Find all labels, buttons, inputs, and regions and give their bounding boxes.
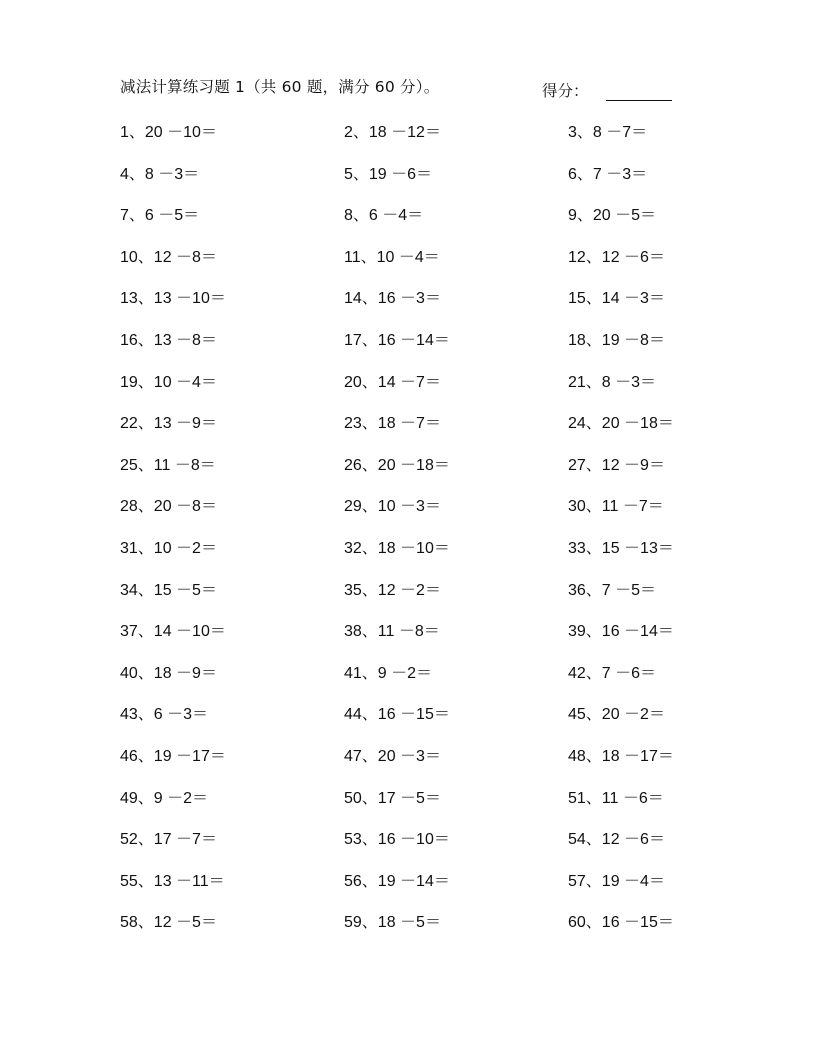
problem-item: 38、11 －8＝ <box>344 623 440 641</box>
problem-item: 3、8 －7＝ <box>568 124 648 141</box>
problem-item: 40、18 －9＝ <box>120 664 217 682</box>
problem-item: 8、6 －4＝ <box>344 207 424 225</box>
problem-item: 59、18 －5＝ <box>344 914 441 932</box>
problem-item: 14、16 －3＝ <box>344 290 441 308</box>
problem-item: 22、13 －9＝ <box>120 415 217 433</box>
problem-item: 36、7 －5＝ <box>568 581 657 599</box>
problem-item: 54、12 －6＝ <box>568 831 665 849</box>
problem-item: 42、7 －6＝ <box>568 664 657 682</box>
problem-item: 29、10 －3＝ <box>344 498 441 516</box>
problem-item: 60、16 －15＝ <box>568 914 674 932</box>
problem-item: 7、6 －5＝ <box>120 207 200 225</box>
problem-item: 2、18 －12＝ <box>344 124 441 141</box>
problem-item: 52、17 －7＝ <box>120 831 217 849</box>
problem-item: 10、12 －8＝ <box>120 248 217 266</box>
score-label: 得分： <box>542 82 589 100</box>
problem-item: 55、13 －11＝ <box>120 872 225 890</box>
problem-item: 15、14 －3＝ <box>568 290 665 308</box>
problem-item: 41、9 －2＝ <box>344 664 433 682</box>
problem-item: 23、18 －7＝ <box>344 415 441 433</box>
problem-item: 18、19 －8＝ <box>568 331 665 349</box>
problem-item: 9、20 －5＝ <box>568 207 657 225</box>
problem-item: 28、20 －8＝ <box>120 498 217 516</box>
problem-item: 19、10 －4＝ <box>120 373 217 391</box>
problem-item: 20、14 －7＝ <box>344 373 441 391</box>
problem-item: 37、14 －10＝ <box>120 623 226 641</box>
problem-item: 44、16 －15＝ <box>344 706 450 724</box>
problem-item: 32、18 －10＝ <box>344 539 450 557</box>
problem-item: 1、20 －10＝ <box>120 124 217 141</box>
problem-item: 16、13 －8＝ <box>120 331 217 349</box>
problem-item: 24、20 －18＝ <box>568 415 674 433</box>
problem-item: 56、19 －14＝ <box>344 872 450 890</box>
problem-item: 30、11 －7＝ <box>568 498 664 516</box>
problem-item: 48、18 －17＝ <box>568 747 674 765</box>
problem-item: 31、10 －2＝ <box>120 539 217 557</box>
problem-item: 47、20 －3＝ <box>344 747 441 765</box>
problem-item: 21、8 －3＝ <box>568 373 657 391</box>
problem-item: 25、11 －8＝ <box>120 456 216 474</box>
problem-item: 26、20 －18＝ <box>344 456 450 474</box>
problem-item: 53、16 －10＝ <box>344 831 450 849</box>
problem-item: 13、13 －10＝ <box>120 290 226 308</box>
problem-item: 46、19 －17＝ <box>120 747 226 765</box>
problem-item: 58、12 －5＝ <box>120 914 217 932</box>
worksheet-title: 减法计算练习题 1（共 60 题，满分 60 分）。 <box>120 78 440 96</box>
problem-item: 33、15 －13＝ <box>568 539 674 557</box>
score-blank-line <box>606 100 672 101</box>
problem-item: 57、19 －4＝ <box>568 872 665 890</box>
problem-grid <box>120 121 720 953</box>
problem-item: 11、10 －4＝ <box>344 248 440 266</box>
problem-item: 45、20 －2＝ <box>568 706 665 724</box>
problem-item: 27、12 －9＝ <box>568 456 665 474</box>
problem-item: 6、7 －3＝ <box>568 165 648 183</box>
problem-item: 51、11 －6＝ <box>568 789 664 807</box>
problem-item: 5、19 －6＝ <box>344 165 433 183</box>
problem-item: 34、15 －5＝ <box>120 581 217 599</box>
problem-item: 39、16 －14＝ <box>568 623 674 641</box>
problem-item: 49、9 －2＝ <box>120 789 209 807</box>
problem-item: 17、16 －14＝ <box>344 331 450 349</box>
problem-item: 50、17 －5＝ <box>344 789 441 807</box>
problem-item: 43、6 －3＝ <box>120 706 209 724</box>
problem-item: 35、12 －2＝ <box>344 581 441 599</box>
problem-item: 4、8 －3＝ <box>120 165 200 183</box>
problem-item: 12、12 －6＝ <box>568 248 665 266</box>
